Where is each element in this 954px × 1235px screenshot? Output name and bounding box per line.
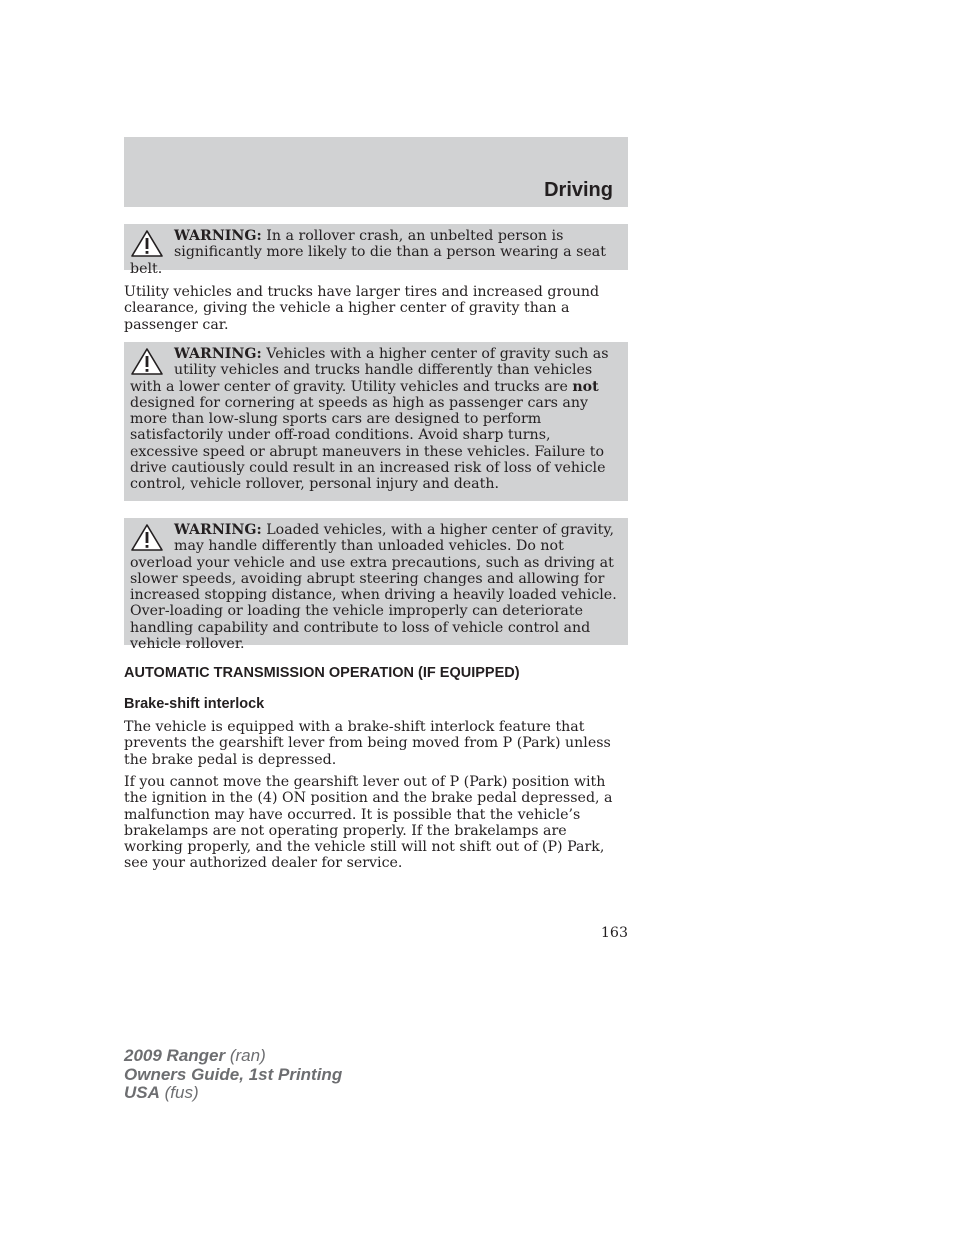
warning-box-center-of-gravity [124,342,628,501]
footer-line-market [124,1084,342,1103]
section-title: Driving [544,179,613,201]
page-number: 163 [600,925,628,941]
warning-text [130,522,620,652]
warning-label: WARNING: [174,522,262,538]
warning-triangle-icon [130,229,164,259]
warning-box-loaded-vehicles [124,518,628,653]
footer-model-code: (ran) [225,1046,266,1065]
warning-label: WARNING: [174,228,262,244]
warning-body: Loaded vehicles, with a higher center of gravity, may handle differently than unloaded vehicles. Do not overload your vehicle and use extra precautions, such as driving at slower speeds, avoiding abrupt steering changes and allowing for increased stopping distance, when driving a heavily loaded vehicle. Over-loading or loading the vehicle improperly can deteriorate handling capability and contribute to loss of vehicle control and vehicle rollover. [130,522,617,653]
warning-box-rollover [124,224,628,277]
footer-market: USA [124,1083,160,1102]
warning-emphasis: not [572,378,599,395]
paragraph-interlock-troubleshooting: If you cannot move the gearshift lever out of P (Park) position with the ignition in the (4) ON position and the brake pedal depressed, a malfunction may have occurred. It is possible that the vehicle’s brakelamps are not operating properly. If the brakelamps are working properly, and the vehicle still will not shift out of (P) Park, see your authorized dealer for service. [124,774,613,872]
intro-paragraph: Utility vehicles and trucks have larger tires and increased ground clearance, giving the vehicle a higher center of gravity than a passenger car. [124,284,600,333]
footer-market-code: (fus) [159,1083,199,1102]
section-heading: AUTOMATIC TRANSMISSION OPERATION (IF EQUIPPED) [124,665,520,681]
footer-model: 2009 Ranger [124,1046,226,1065]
footer-line-printing: Owners Guide, 1st Printing [124,1064,343,1084]
warning-body: In a rollover crash, an unbelted person is significantly more likely to die than a person wearing a seat belt. [130,228,606,277]
footer-line-model [124,1047,342,1066]
paragraph-interlock-description: The vehicle is equipped with a brake-shift interlock feature that prevents the gearshift lever from being moved from P (Park) unless the brake pedal is depressed. [124,719,611,768]
warning-text [130,228,620,277]
warning-text [130,346,620,493]
section-header-band [124,137,628,207]
document-footer [124,1047,342,1103]
warning-label: WARNING: [174,346,262,362]
warning-body-start: Vehicles with a higher center of gravity such as utility vehicles and trucks handle differently than vehicles with a lower center of gravity. Utility vehicles and trucks are [130,346,609,395]
warning-body-end: designed for cornering at speeds as high as passenger cars any more than low-slung sports cars are designed to perform satisfactorily under off-road conditions. Avoid sharp turns, excessive speed or abrupt maneuvers in these vehicles. Failure to drive cautiously could result in an increased risk of loss of vehicle control, vehicle rollover, personal injury and death. [130,394,606,493]
warning-triangle-icon [130,347,164,377]
subheading: Brake-shift interlock [124,696,265,712]
warning-triangle-icon [130,523,164,553]
